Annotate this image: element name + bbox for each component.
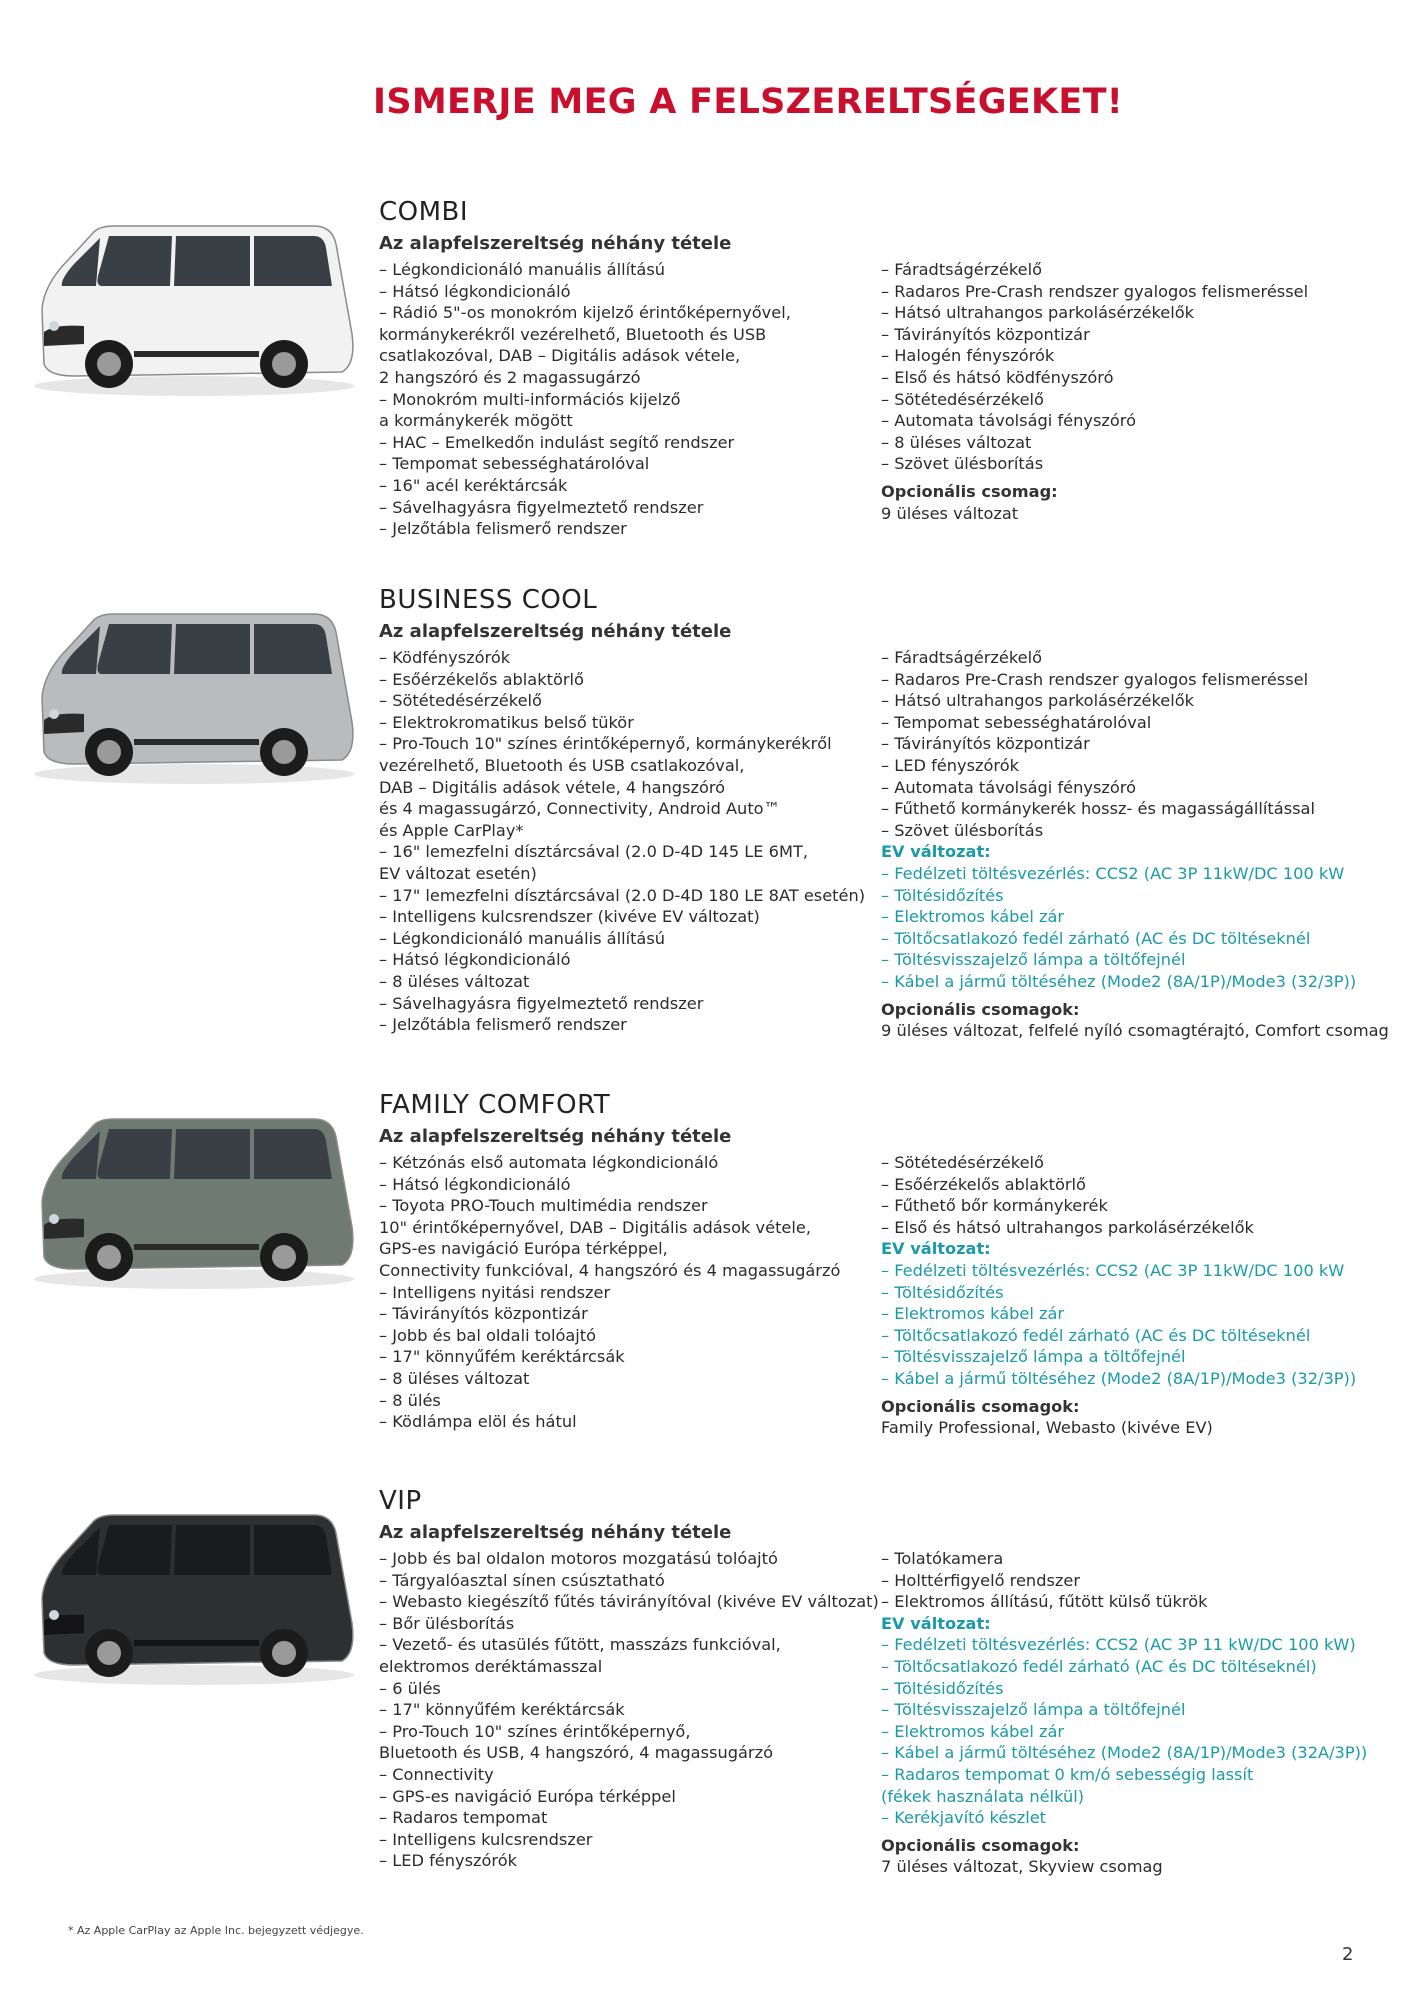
van-image [14,1107,364,1297]
footnote: * Az Apple CarPlay az Apple Inc. bejegyzett védjegye. [68,1924,364,1937]
optional-package-label: Opcionális csomagok: [881,999,1080,1019]
feature-item: – 17" könnyűfém keréktárcsák [379,1347,625,1367]
feature-item: – Pro-Touch 10" színes érintőképernyő, kormánykerékről [379,734,832,754]
ev-feature-item: – Elektromos kábel zár [881,1304,1065,1324]
feature-item: – Tolatókamera [881,1549,1004,1568]
model-name: COMBI [379,197,469,227]
optional-package-label: Opcionális csomag: [881,481,1058,501]
feature-item: – 17" lemezfelni dísztárcsával (2.0 D-4D 180 LE 8AT esetén) [379,885,866,905]
van-illustration [14,1503,364,1693]
features-right-column [881,259,1381,524]
feature-item: – Elektrokromatikus belső tükör [379,712,634,732]
feature-item: – Radaros Pre-Crash rendszer gyalogos felismeréssel [881,669,1309,689]
feature-item: – Radaros Pre-Crash rendszer gyalogos felismeréssel [881,281,1309,301]
features-right-column [881,1548,1381,1878]
feature-item: elektromos deréktámasszal [379,1656,603,1676]
van-side-windows [98,1129,333,1179]
feature-item: – 8 üléses változat [379,971,530,991]
features-left-column [379,259,869,540]
feature-item: – Esőérzékelős ablaktörlő [881,1174,1086,1194]
feature-item: – Monokróm multi-információs kijelző [379,389,681,409]
feature-item: – Távirányítós központizár [379,1304,588,1324]
features-right-column [881,647,1389,1042]
feature-item: – Hátsó ultrahangos parkolásérzékelők [881,303,1195,323]
feature-item: – Távirányítós központizár [881,324,1090,344]
optional-package-text: 7 üléses változat, Skyview csomag [881,1857,1163,1877]
feature-item: – Fáradtságérzékelő [881,648,1043,667]
feature-item: – Ködlámpa elöl és hátul [379,1412,577,1432]
feature-item: – Sötétedésérzékelő [881,1153,1044,1172]
feature-item: – Sötétedésérzékelő [881,389,1044,409]
ev-feature-item: – Kerékjavító készlet [881,1808,1047,1828]
feature-item: – Jobb és bal oldali tolóajtó [379,1325,597,1345]
van-image [14,602,364,792]
feature-item: – Intelligens kulcsrendszer [379,1829,593,1849]
feature-item: – Ködfényszórók [379,648,511,667]
ev-feature-item: – Töltésvisszajelző lámpa a töltőfejnél [881,1347,1186,1367]
ev-feature-item: – Töltésidőzítés [881,1282,1004,1302]
optional-package-text: 9 üléses változat [881,503,1019,523]
feature-item: – Vezető- és utasülés fűtött, masszázs funkcióval, [379,1635,781,1655]
feature-item: – Connectivity [379,1764,494,1784]
feature-item: kormánykerékről vezérelhető, Bluetooth és USB [379,324,767,344]
van-image [14,214,364,404]
model-name: BUSINESS COOL [379,585,598,615]
ev-feature-item: – Töltésidőzítés [881,885,1004,905]
features-left-column [379,1548,879,1872]
page-title: ISMERJE MEG A FELSZERELTSÉGEKET! [373,82,1124,122]
feature-item: – Automata távolsági fényszóró [881,777,1136,797]
feature-item: – 8 üléses változat [881,432,1032,452]
ev-feature-item: – Fedélzeti töltésvezérlés: CCS2 (AC 3P 11 kW/DC 100 kW) [881,1635,1356,1655]
feature-item: – Kétzónás első automata légkondicionáló [379,1153,719,1172]
ev-feature-item: – Kábel a jármű töltéséhez (Mode2 (8A/1P)/Mode3 (32/3P)) [881,971,1357,991]
features-left-column [379,647,869,1036]
feature-item: – Sötétedésérzékelő [379,691,542,711]
feature-item: – 16" lemezfelni dísztárcsával (2.0 D-4D 145 LE 6MT, [379,842,808,862]
feature-item: – 8 ülés [379,1390,441,1410]
feature-item: – Tempomat sebességhatárolóval [379,454,650,474]
feature-item: – Webasto kiegészítő fűtés távirányítóval (kivéve EV változat) [379,1592,879,1612]
model-name: FAMILY COMFORT [379,1090,611,1120]
section-subhead: Az alapfelszereltség néhány tétele [379,621,732,642]
feature-item: – Automata távolsági fényszóró [881,411,1136,431]
feature-item: – GPS-es navigáció Európa térképpel [379,1786,676,1806]
ground-shadow [34,1665,354,1685]
feature-item: – Jobb és bal oldalon motoros mozgatású tolóajtó [379,1549,778,1568]
feature-item: – Radaros tempomat [379,1808,548,1828]
feature-item: Bluetooth és USB, 4 hangszóró, 4 magassugárzó [379,1743,773,1763]
feature-item: – Légkondicionáló manuális állítású [379,928,666,948]
feature-item: – 8 üléses változat [379,1368,530,1388]
ev-feature-item: – Elektromos kábel zár [881,907,1065,927]
feature-item: – Első és hátsó ködfényszóró [881,367,1114,387]
van-illustration [14,1107,364,1297]
feature-item: – Pro-Touch 10" színes érintőképernyő, [379,1721,691,1741]
ev-feature-item: (fékek használata nélkül) [881,1786,1085,1806]
feature-item: – 6 ülés [379,1678,441,1698]
optional-package-text: Family Professional, Webasto (kivéve EV) [881,1418,1213,1438]
ev-feature-item: – Kábel a jármű töltéséhez (Mode2 (8A/1P)/Mode3 (32/3P)) [881,1368,1357,1388]
ev-feature-item: – Töltésvisszajelző lámpa a töltőfejnél [881,950,1186,970]
ev-feature-item: – Töltőcsatlakozó fedél zárható (AC és DC töltéseknél [881,928,1311,948]
ev-feature-item: – Radaros tempomat 0 km/ó sebességig lassít [881,1764,1254,1784]
feature-item: – Intelligens kulcsrendszer (kivéve EV változat) [379,907,760,927]
feature-item: – Sávelhagyásra figyelmeztető rendszer [379,993,704,1013]
feature-item: és 4 magassugárzó, Connectivity, Android Auto™ [379,799,780,819]
feature-item: – Holttérfigyelő rendszer [881,1570,1081,1590]
ev-feature-item: – Töltőcsatlakozó fedél zárható (AC és DC töltéseknél) [881,1656,1317,1676]
van-side-windows [98,236,333,286]
van-side-windows [98,1525,333,1575]
feature-item: DAB – Digitális adások vétele, 4 hangszóró [379,777,726,797]
ev-feature-item: – Töltésvisszajelző lámpa a töltőfejnél [881,1700,1186,1720]
features-left-column [379,1152,869,1433]
feature-item: a kormánykerék mögött [379,411,573,431]
feature-item: EV változat esetén) [379,863,537,883]
feature-item: – Távirányítós központizár [881,734,1090,754]
optional-package-text: 9 üléses változat, felfelé nyíló csomagtérajtó, Comfort csomag [881,1021,1389,1041]
feature-item: 2 hangszóró és 2 magassugárzó [379,367,641,387]
section-subhead: Az alapfelszereltség néhány tétele [379,1126,732,1147]
ev-feature-item: – Kábel a jármű töltéséhez (Mode2 (8A/1P)/Mode3 (32A/3P)) [881,1743,1368,1763]
section-subhead: Az alapfelszereltség néhány tétele [379,233,732,254]
ground-shadow [34,764,354,784]
feature-item: – 17" könnyűfém keréktárcsák [379,1700,625,1720]
optional-package-label: Opcionális csomagok: [881,1835,1080,1855]
feature-item: – Fűthető kormánykerék hossz- és magasságállítással [881,799,1315,819]
ev-variant-label: EV változat: [881,1613,991,1633]
feature-item: – Tárgyalóasztal sínen csúsztatható [379,1570,665,1590]
feature-item: – Jelzőtábla felismerő rendszer [379,519,627,539]
van-side-windows [98,624,333,674]
feature-item: – 16" acél keréktárcsák [379,475,568,495]
feature-item: – Hátsó ultrahangos parkolásérzékelők [881,691,1195,711]
ev-feature-item: – Töltőcsatlakozó fedél zárható (AC és DC töltéseknél [881,1325,1311,1345]
model-name: VIP [379,1486,422,1516]
feature-item: GPS-es navigáció Európa térképpel, [379,1239,668,1259]
section-subhead: Az alapfelszereltség néhány tétele [379,1522,732,1543]
features-right-column [881,1152,1381,1439]
ev-variant-label: EV változat: [881,1239,991,1259]
ev-feature-item: – Fedélzeti töltésvezérlés: CCS2 (AC 3P 11kW/DC 100 kW [881,1260,1345,1280]
feature-item: – Elektromos állítású, fűtött külső tükrök [881,1592,1208,1612]
feature-item: – Rádió 5"-os monokróm kijelző érintőképernyővel, [379,303,791,323]
optional-package-label: Opcionális csomagok: [881,1396,1080,1416]
feature-item: – Légkondicionáló manuális állítású [379,260,666,279]
feature-item: – Első és hátsó ultrahangos parkolásérzékelők [881,1217,1254,1237]
feature-item: – Intelligens nyitási rendszer [379,1282,611,1302]
feature-item: – Bőr ülésborítás [379,1613,515,1633]
ev-feature-item: – Elektromos kábel zár [881,1721,1065,1741]
feature-item: – Fűthető bőr kormánykerék [881,1196,1108,1216]
feature-item: – Hátsó légkondicionáló [379,1174,571,1194]
feature-item: – Esőérzékelős ablaktörlő [379,669,584,689]
page-number: 2 [1342,1944,1354,1965]
feature-item: Connectivity funkcióval, 4 hangszóró és 4 magassugárzó [379,1260,841,1280]
feature-item: – HAC – Emelkedőn indulást segítő rendszer [379,432,735,452]
feature-item: – Hátsó légkondicionáló [379,281,571,301]
feature-item: – Jelzőtábla felismerő rendszer [379,1015,627,1035]
feature-item: csatlakozóval, DAB – Digitális adások vétele, [379,346,741,366]
feature-item: – Toyota PRO-Touch multimédia rendszer [379,1196,708,1216]
feature-item: – Halogén fényszórók [881,346,1055,366]
feature-item: – Hátsó légkondicionáló [379,950,571,970]
van-illustration [14,602,364,792]
feature-item: – Szövet ülésborítás [881,820,1044,840]
feature-item: – Szövet ülésborítás [881,454,1044,474]
feature-item: – Sávelhagyásra figyelmeztető rendszer [379,497,704,517]
van-image [14,1503,364,1693]
ground-shadow [34,376,354,396]
feature-item: – LED fényszórók [881,755,1020,775]
feature-item: – Fáradtságérzékelő [881,260,1043,279]
feature-item: vezérelhető, Bluetooth és USB csatlakozóval, [379,755,745,775]
ev-feature-item: – Töltésidőzítés [881,1678,1004,1698]
ev-variant-label: EV változat: [881,842,991,862]
feature-item: – Tempomat sebességhatárolóval [881,712,1152,732]
van-illustration [14,214,364,404]
feature-item: – LED fényszórók [379,1851,518,1871]
feature-item: 10" érintőképernyővel, DAB – Digitális adások vétele, [379,1217,811,1237]
ev-feature-item: – Fedélzeti töltésvezérlés: CCS2 (AC 3P 11kW/DC 100 kW [881,863,1345,883]
ground-shadow [34,1269,354,1289]
feature-item: és Apple CarPlay* [379,820,524,840]
